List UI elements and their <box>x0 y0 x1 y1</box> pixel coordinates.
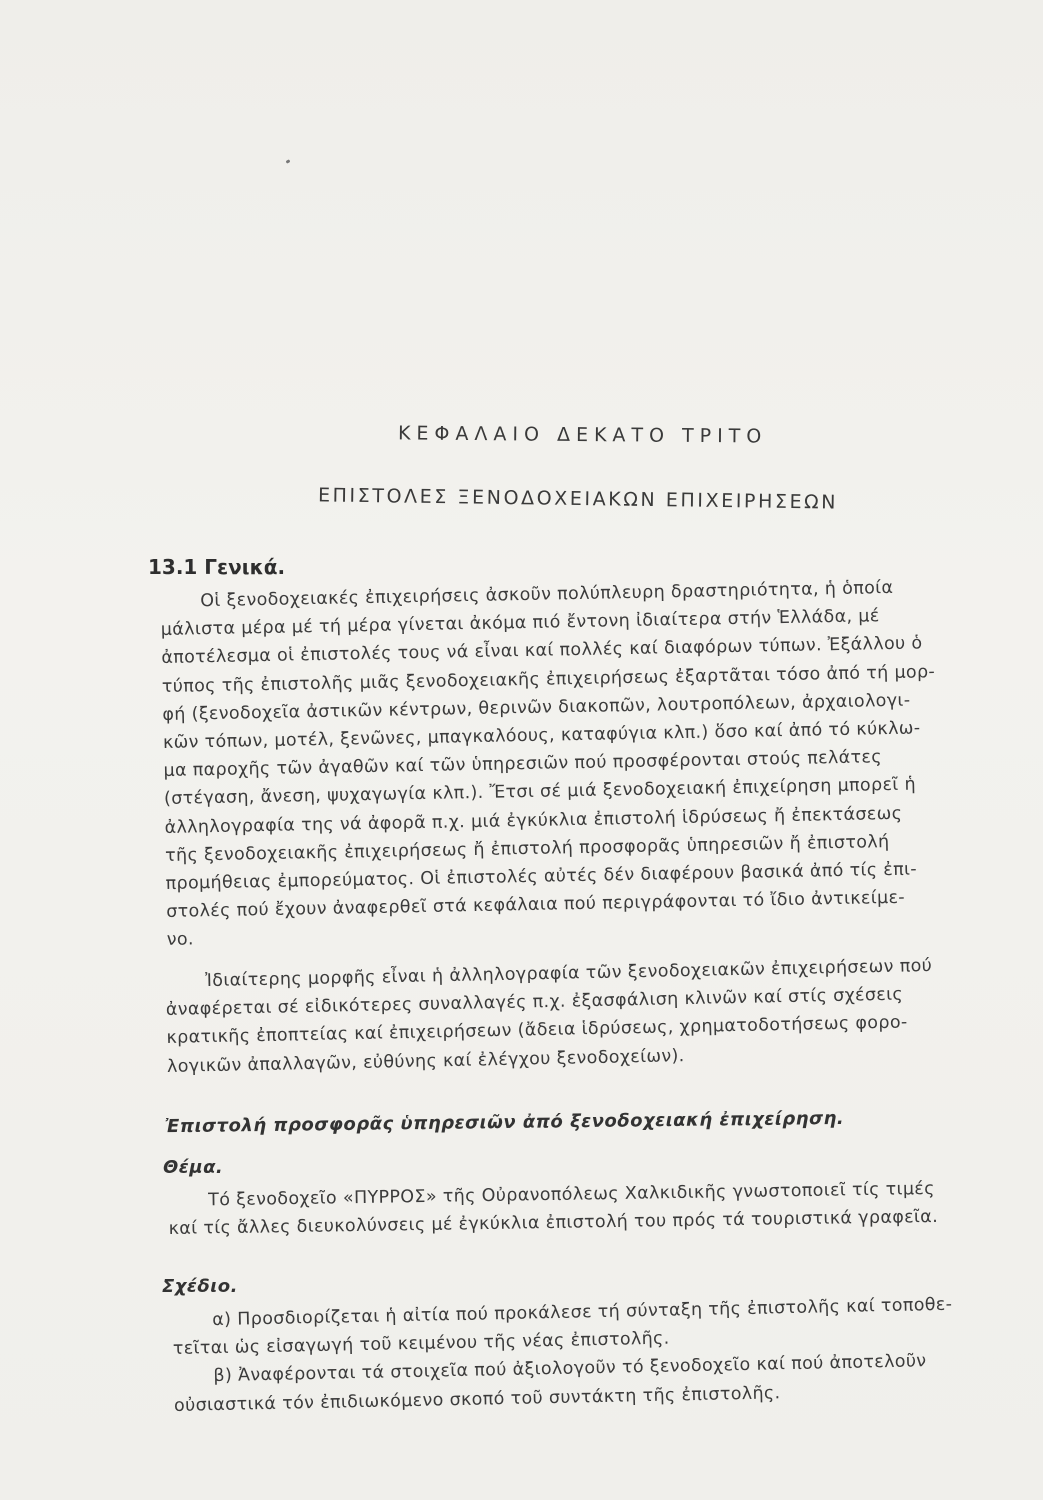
offer-letter-heading: Ἐπιστολή προσφορᾶς ὑπηρεσιῶν ἀπό ξενοδοχειακή ἐπιχείρηση. <box>164 1107 845 1138</box>
plan-heading: Σχέδιο. <box>162 1276 239 1297</box>
text-line: προμήθειας ἐμπορεύματος. Οἱ ἐπιστολές αὐτές δέν διαφέρουν βασικά ἀπό τίς ἐπι- <box>165 859 918 894</box>
text-line: α) Προσδιορίζεται ἡ αἰτία πού προκάλεσε τή σύνταξη τῆς ἐπιστολῆς καί τοποθε- <box>212 1294 953 1331</box>
text-line: μάλιστα μέρα μέ τή μέρα γίνεται ἀκόμα πιό ἔντονη ἰδιαίτερα στήν Ἑλλάδα, μέ <box>160 606 880 641</box>
text-line: μα παροχῆς τῶν ἀγαθῶν καί τῶν ὑπηρεσιῶν πού προσφέρονται στούς πελάτες <box>163 747 883 782</box>
paragraph-general <box>160 571 1043 954</box>
text-line: οὐσιαστικά τόν ἐπιδιωκόμενο σκοπό τοῦ συντάκτη τῆς ἐπιστολῆς. <box>173 1382 781 1416</box>
text-line: στολές πού ἔχουν ἀναφερθεῖ στά κεφάλαια πού περιγράφονται τό ἴδιο ἀντικείμε- <box>166 887 906 923</box>
section-heading: 13.1 Γενικά. <box>148 555 286 579</box>
text-line: τύπος τῆς ἐπιστολῆς μιᾶς ξενοδοχειακῆς ἐπιχειρήσεως ἐξαρτᾶται τόσο ἀπό τή μορ- <box>161 661 936 697</box>
text-line: κρατικῆς ἐποπτείας καί ἐπιχειρήσεων (ἄδεια ἱδρύσεως, χρηματοδοτήσεως φορο- <box>166 1012 908 1049</box>
text-line: κῶν τόπων, μοτέλ, ξενῶνες, μπαγκαλόους, καταφύγια κλπ.) ὅσο καί ἀπό τό κύκλω- <box>162 718 921 753</box>
text-line: ἀποτέλεσμα οἱ ἐπιστολές τους νά εἶναι καί πολλές καί διαφόρων τύπων. Ἐξάλλου ὁ <box>161 633 923 669</box>
chapter-title: ΕΠΙΣΤΟΛΕΣ ΞΕΝΟΔΟΧΕΙΑΚΩΝ ΕΠΙΧΕΙΡΗΣΕΩΝ <box>317 484 839 514</box>
paragraph-special-correspondence <box>165 950 1043 1081</box>
text-line: Ἰδιαίτερης μορφῆς εἶναι ἡ ἀλληλογραφία τῶν ξενοδοχειακῶν ἐπιχειρήσεων πού <box>205 955 933 992</box>
text-line: Τό ξενοδοχεῖο «ΠΥΡΡΟΣ» τῆς Οὐρανοπόλεως Χαλκιδικῆς γνωστοποιεῖ τίς τιμές <box>208 1178 935 1211</box>
text-line: Οἱ ξενοδοχειακές ἐπιχειρήσεις ἀσκοῦν πολύπλευρη δραστηριότητα, ἡ ὁποία <box>200 577 894 612</box>
subject-heading: Θέμα. <box>163 1157 224 1178</box>
text-line: τῆς ξενοδοχειακῆς ἐπιχειρήσεως ἤ ἐπιστολή προσφορᾶς ὑπηρεσιῶν ἤ ἐπιστολή <box>164 831 890 866</box>
ink-speck <box>286 159 291 164</box>
text-line: τεῖται ὡς εἰσαγωγή τοῦ κειμένου τῆς νέας ἐπιστολῆς. <box>172 1328 670 1360</box>
subject-paragraph <box>168 1173 1043 1243</box>
plan-paragraph <box>172 1289 1043 1420</box>
text-line: (στέγαση, ἄνεση, ψυχαγωγία κλπ.). Ἔτσι σέ μιά ξενοδοχειακή ἐπιχείρηση μπορεῖ ἡ <box>163 774 917 810</box>
text-line: λογικῶν ἀπαλλαγῶν, εὐθύνης καί ἐλέγχου ξενοδοχείων). <box>166 1045 685 1077</box>
text-line: β) Ἀναφέρονται τά στοιχεῖα πού ἀξιολογοῦν τό ξενοδοχεῖο καί πού ἀποτελοῦν <box>213 1351 927 1387</box>
text-line: ἀναφέρεται σέ εἰδικότερες συναλλαγές π.χ. ἐξασφάλιση κλινῶν καί στίς σχέσεις <box>165 984 904 1021</box>
text-line: καί τίς ἄλλες διευκολύνσεις μέ ἐγκύκλια ἐπιστολή του πρός τά τουριστικά γραφεῖα. <box>168 1207 939 1240</box>
text-line: φή (ξενοδοχεῖα ἀστικῶν κέντρων, θερινῶν διακοπῶν, λουτροπόλεων, ἀρχαιολογι- <box>162 690 911 725</box>
text-line: νο. <box>166 929 195 951</box>
text-line: ἀλληλογραφία της νά ἀφορᾶ π.χ. μιά ἐγκύκλια ἐπιστολή ἱδρύσεως ἤ ἐπεκτάσεως <box>164 803 903 838</box>
chapter-label: ΚΕΦΑΛΑΙΟ ΔΕΚΑΤΟ ΤΡΙΤΟ <box>397 422 768 448</box>
